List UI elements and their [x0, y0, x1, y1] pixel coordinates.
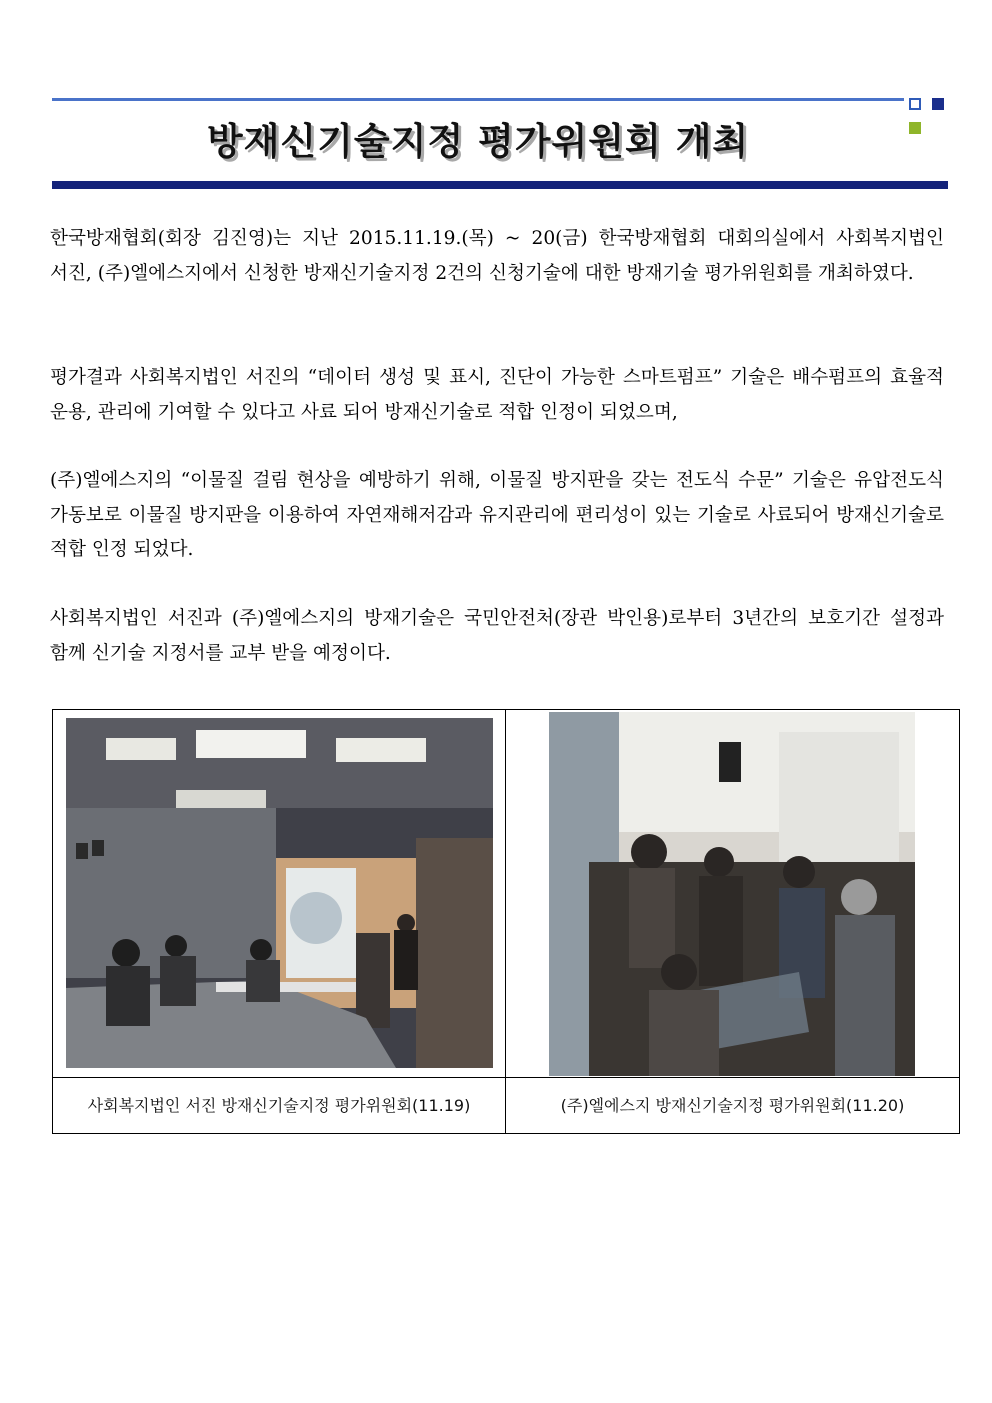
paragraph-result-lsg: (주)엘에스지의 “이물질 걸림 현상을 예방하기 위해, 이물질 방지판을 갖는 전도식 수문” 기술은 유압전도식 가동보로 이물질 방지판을 이용하여 자연재해저감과 유지관리에 편리성이 있는 기술로 사료되어 방재신기술로 적합 인정 되었다. [50, 470, 944, 560]
paragraph-result-seojin: 평가결과 사회복지법인 서진의 “데이터 생성 및 표시, 진단이 가능한 스마트펌프” 기술은 배수펌프의 효율적 운용, 관리에 기여할 수 있다고 사료 되어 방재신기술로 적합 인정이 되었으며, [50, 367, 944, 423]
paragraph-intro: 한국방재협회(회장 김진영)는 지난 2015.11.19.(목) ~ 20(금) 한국방재협회 대회의실에서 사회복지법인 서진, (주)엘에스지에서 신청한 방재신기술지정 2건의 신청기술에 대한 방재기술 평가위원회를 개최하였다. [50, 228, 944, 284]
decor-square-navy [932, 98, 944, 110]
photo-caption-1: 사회복지법인 서진 방재신기술지정 평가위원회(11.19) [87, 1096, 471, 1115]
decor-square-outline [909, 98, 921, 110]
page-title: 방재신기술지정 평가위원회 개최 [206, 120, 750, 163]
photo-caption-2: (주)엘에스지 방재신기술지정 평가위원회(11.20) [560, 1096, 905, 1115]
table-divider-vertical [505, 710, 506, 1133]
paragraph-designation: 사회복지법인 서진과 (주)엘에스지의 방재기술은 국민안전처(장관 박인용)로부터 3년간의 보호기간 설정과 함께 신기술 지정서를 교부 받을 예정이다. [50, 608, 944, 664]
photo-table [52, 709, 960, 1134]
meeting-photo-1 [66, 718, 493, 1068]
decor-square-green [909, 122, 921, 134]
meeting-photo-2 [549, 712, 915, 1076]
header-bottom-rule [52, 181, 948, 189]
header-top-rule [52, 98, 904, 101]
